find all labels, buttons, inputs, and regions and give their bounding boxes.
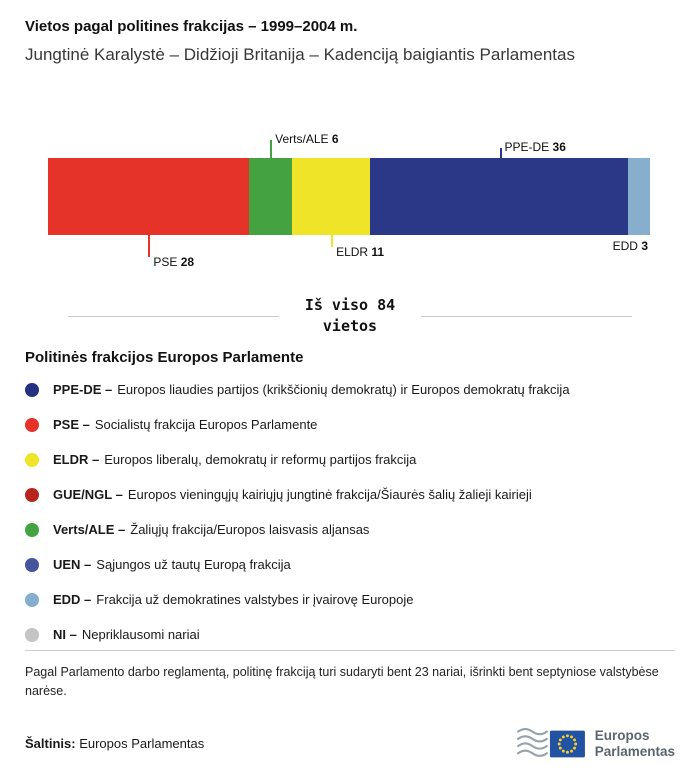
bottom-row [25,722,675,766]
seats-stacked-bar-chart [48,131,650,279]
source-line [25,736,204,751]
legend-item-eldr [25,452,675,467]
segment-name: EDD [612,239,642,253]
segment-name: PSE [153,255,181,269]
legend-text: PSE – Socialistų frakcija Europos Parlamente [53,417,318,432]
stacked-bar [48,158,650,235]
legend-text: ELDR – Europos liberalų, demokratų ir reformų partijos frakcija [53,452,417,467]
segment-name: PPE-DE [504,140,553,154]
legend-heading: Politinės frakcijos Europos Parlamente [25,349,304,366]
callout-line-pse [148,235,150,257]
bar-label-edd [613,239,648,253]
bar-label-verts-ale [275,132,338,146]
legend-item-ni [25,627,675,642]
bar-segment-pse [48,158,249,235]
bar-segment-edd [628,158,650,235]
eu-parliament-logo [517,722,675,766]
footnote-divider [25,650,675,651]
bar-label-eldr [336,245,384,259]
uen-color-dot-icon [25,558,39,572]
bar-label-ppe-de [505,140,566,154]
legend-text: UEN – Sąjungos už tautų Europą frakcija [53,557,291,572]
legend-item-uen [25,557,675,572]
footnote-text: Pagal Parlamento darbo reglamentą, politinę frakciją turi sudaryti bent 23 nariai, išrinkti bent septyniose valstybėse narėse. [25,665,659,699]
legend-item-edd [25,592,675,607]
bar-segment-eldr [292,158,371,235]
legend-text: NI – Nepriklausomi nariai [53,627,200,642]
bar-label-pse [153,255,194,269]
page-subtitle: Jungtinė Karalystė – Didžioji Britanija – Kadenciją baigiantis Parlamentas [25,45,575,64]
source-value: Europos Parlamentas [79,736,205,752]
total-seats-row [68,295,632,337]
legend-text: EDD – Frakcija už demokratines valstybes ir įvairovę Europoje [53,592,414,607]
left-rule [68,316,279,317]
segment-value: 11 [371,245,385,259]
segment-value: 36 [552,140,566,154]
eu-flag-icon [517,722,587,766]
segment-value: 6 [331,132,339,146]
legend-text: Verts/ALE – Žaliųjų frakcija/Europos laisvasis aljansas [53,522,370,537]
faction-legend [25,382,675,642]
logo-wave-lines [518,729,547,756]
page-title: Vietos pagal politines frakcijas – 1999–2004 m. [25,18,358,35]
pse-color-dot-icon [25,418,39,432]
edd-color-dot-icon [25,593,39,607]
legend-item-pse [25,417,675,432]
callout-line-ppe-de [500,148,502,158]
bar-segment-verts-ale [249,158,292,235]
logo-wordmark [595,728,675,760]
right-rule [421,316,632,317]
callout-line-eldr [331,235,333,247]
segment-value: 28 [180,255,195,269]
ni-color-dot-icon [25,628,39,642]
total-seats-label [305,295,395,337]
legend-item-gue-ngl [25,487,675,502]
legend-text: GUE/NGL – Europos vieningųjų kairiųjų jungtinė frakcija/Šiaurės šalių žalieji kairieji [53,487,532,502]
legend-text: PPE-DE – Europos liaudies partijos (krikščionių demokratų) ir Europos demokratų frakcija [53,382,570,397]
total-line-2: vietos [322,317,378,335]
total-line-1: Iš viso 84 [304,296,396,314]
bar-segment-ppe-de [370,158,628,235]
ppe-de-color-dot-icon [25,383,39,397]
logo-line-1: Europos [594,727,650,743]
legend-item-ppe-de [25,382,675,397]
verts-ale-color-dot-icon [25,523,39,537]
segment-value: 3 [641,239,648,253]
callout-line-verts-ale [270,140,272,158]
gue-ngl-color-dot-icon [25,488,39,502]
eldr-color-dot-icon [25,453,39,467]
source-label: Šaltinis: [25,736,76,752]
logo-line-2: Parlamentas [594,743,675,759]
legend-item-verts-ale [25,522,675,537]
segment-name: Verts/ALE [275,132,332,146]
segment-name: ELDR [336,245,372,259]
